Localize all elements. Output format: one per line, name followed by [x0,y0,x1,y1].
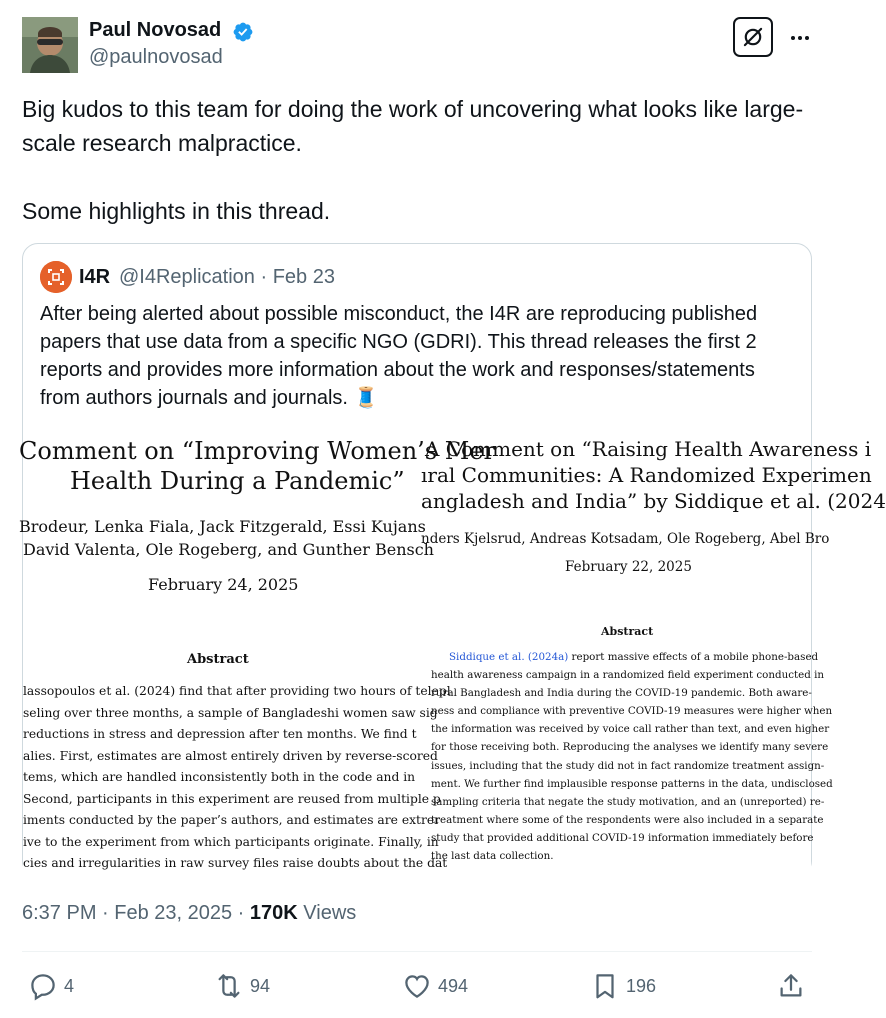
repost-button[interactable] [214,968,270,1004]
post-timestamp[interactable]: 6:37 PM · Feb 23, 2025 · [22,902,250,924]
reply-icon [28,971,58,1001]
paper-right [421,437,886,877]
paper-abstract-line: treatment where some of the respondents were also included in a separate [431,813,824,826]
paper-authors-line: nders Kjelsrud, Andreas Kotsadam, Ole Rogeberg, Abel Bro [421,531,830,547]
paper-abstract-line: ive to the experiment from which participants originate. Finally, in [23,834,439,849]
repost-icon [214,971,244,1001]
paper-abstract-heading: Abstract [187,652,249,667]
paper-date: February 22, 2025 [565,559,692,575]
verified-badge-icon[interactable] [232,21,254,43]
quoted-text: After being alerted about possible misconduct, the I4R are reproducing published papers that use data from a specific NGO (GDRI). This thread releases the first 2 reports and provides more information about the work and responses/statements from authors journals and journals. 🧵 [40,303,758,409]
paper-abstract-line: the last data collection. [431,850,554,862]
paper-abstract-line: alies. First, estimates are almost entirely driven by reverse-scored [23,748,438,763]
quoted-handle-date[interactable]: @I4Replication · Feb 23 [119,266,335,288]
paper-abstract-line: the information was received by voice call rather than text, and even higher [431,723,830,736]
paper-abstract-line: sampling criteria that negate the study motivation, and an (unreported) re- [431,795,825,808]
views-count: 170K [249,902,298,924]
bookmark-icon [590,971,620,1001]
share-button[interactable] [776,968,806,1004]
paper-abstract-line [431,651,818,663]
post-paragraph: Some highlights in this thread. [22,198,331,224]
paper-date: February 24, 2025 [148,575,299,594]
paper-title-line: angladesh and India” by Siddique et al. (2024 [421,489,886,513]
paper-abstract-line: iments conducted by the paper’s authors, and estimates are extrer [23,813,441,827]
quoted-author-name[interactable]: I4R [79,266,111,288]
paper-authors-line: Brodeur, Lenka Fiala, Jack Fitzgerald, Essi Kujans [19,517,426,536]
quoted-media-image[interactable] [19,437,886,877]
citation-link: Siddique et al. (2024a) [449,651,569,663]
paper-abstract-line: ment. We further find implausible response patterns in the data, undisclosed [431,777,833,790]
paper-abstract-heading: Abstract [601,625,654,638]
paper-abstract-line: lassopoulos et al. (2024) find that after providing two hours of telepl [23,684,451,698]
bookmark-button[interactable] [590,968,656,1004]
abstract-text: report massive effects of a mobile phone-based [568,651,819,663]
i4r-avatar[interactable] [40,261,72,293]
author-handle[interactable]: @paulnovosad [89,46,223,68]
views-label: Views [303,902,357,924]
like-button[interactable] [402,968,468,1004]
paper-title-line: ıral Communities: A Randomized Experimen [421,463,872,487]
paper-abstract-line: for those receiving both. Reproducing the analyses we identify many severe [431,741,829,754]
post-paragraph: Big kudos to this team for doing the work of uncovering what looks like large-scale research malpractice. [22,96,804,156]
paper-abstract-line: cies and irregularities in raw survey files raise doubts about the dat [23,856,448,870]
paper-title-line: A Comment on “Raising Health Awareness i [425,437,872,461]
paper-abstract-line: seling over three months, a sample of Bangladeshi women saw sig [23,705,438,720]
paper-abstract-line: rural Bangladesh and India during the COVID-19 pandemic. Both aware- [431,687,812,700]
more-options-icon[interactable] [786,24,814,52]
heart-icon [402,971,432,1001]
post-meta [22,902,356,925]
paper-abstract-line: ness and compliance with preventive COVID-19 measures were higher when [431,705,833,718]
grok-icon[interactable] [733,17,773,57]
quoted-post-card[interactable] [19,243,886,877]
reply-button[interactable] [28,968,74,1004]
paper-abstract-line: issues, including that the study did not in fact randomize treatment assign- [431,759,825,772]
reply-count: 4 [64,975,75,996]
author-avatar[interactable] [22,17,78,73]
paper-abstract-line: Second, participants in this experiment are reused from multiple p [23,791,441,806]
paper-abstract-line: health awareness campaign in a randomized field experiment conducted in [431,669,825,681]
paper-title-line: Comment on “Improving Women’s Mer [19,437,496,465]
post-text [22,92,812,228]
paper-abstract-line: reductions in stress and depression after ten months. We find t [23,727,417,741]
author-name[interactable]: Paul Novosad [89,19,222,41]
like-count: 494 [438,975,469,996]
bookmark-count: 196 [626,975,657,996]
divider [22,951,812,952]
paper-abstract-line: tems, which are handled inconsistently both in the code and in [23,770,416,784]
paper-title-line: Health During a Pandemic” [70,467,405,495]
repost-count: 94 [250,975,271,996]
paper-authors-line: David Valenta, Ole Rogeberg, and Gunther Bensch [23,540,434,559]
share-icon [776,971,806,1001]
paper-abstract-line: study that provided additional COVID-19 information immediately before [431,831,814,844]
